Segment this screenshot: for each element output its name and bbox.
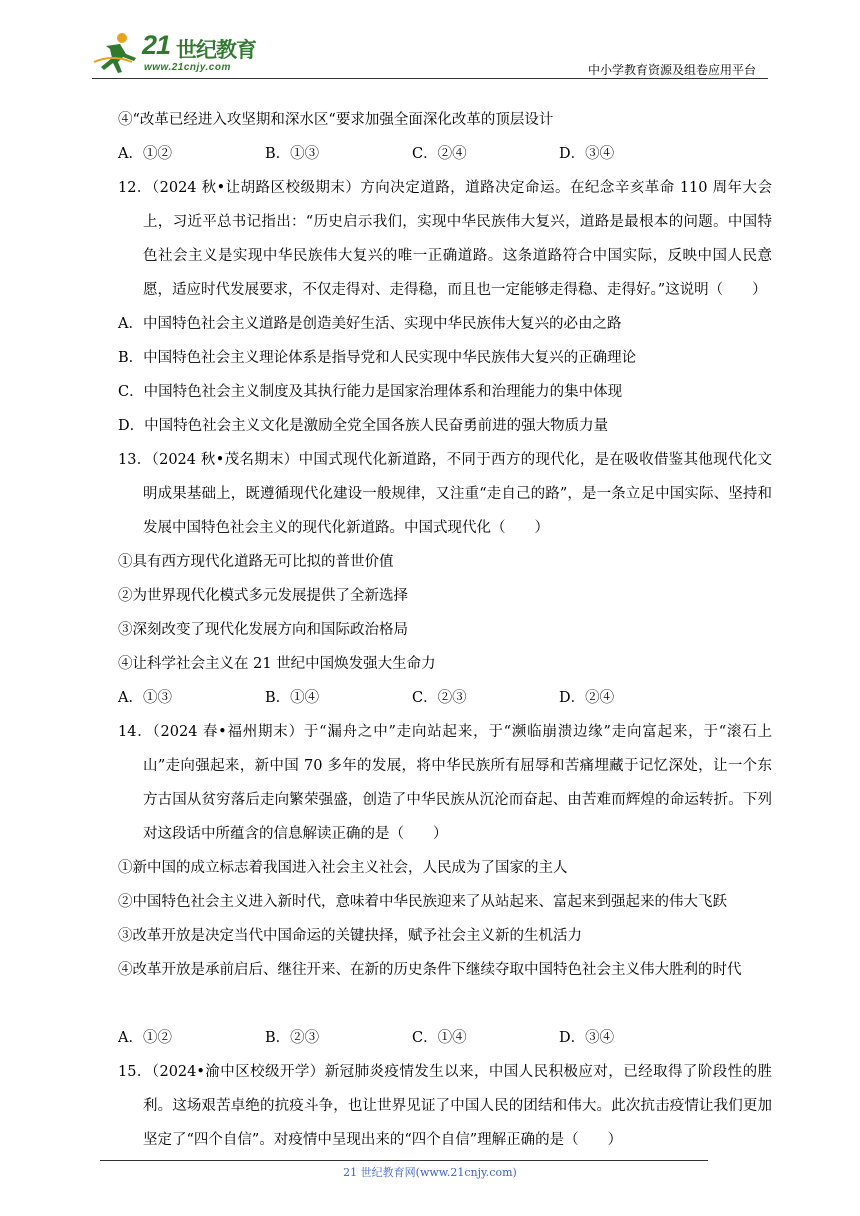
runner-logo-icon [92,32,142,74]
q14-item-4: ④改革开放是承前启后、继往开来、在新的历史条件下继续夺取中国特色社会主义伟大胜利的时代 [118,962,742,978]
platform-tagline: 中小学教育资源及组卷应用平台 [587,63,756,77]
logo-number: 21 [142,30,171,60]
option-c: C．①④ [412,1030,467,1046]
option-d: D．③④ [559,146,615,162]
option-d: D．②④ [559,690,615,706]
q14-item-2: ②中国特色社会主义进入新时代，意味着中华民族迎来了从站起来、富起来到强起来的伟大飞跃 [118,894,727,910]
q12-option-c: C．中国特色社会主义制度及其执行能力是国家治理体系和治理能力的集中体现 [118,384,623,400]
option-d: D．③④ [559,1030,615,1046]
q13-item-1: ①具有西方现代化道路无可比拟的普世价值 [118,554,394,570]
page-header [0,0,860,90]
site-logo [92,30,262,80]
q12-option-d: D．中国特色社会主义文化是激励全党全国各族人民奋勇前进的强大物质力量 [118,418,609,434]
q13-item-4: ④让科学社会主义在 21 世纪中国焕发强大生命力 [118,656,436,672]
q14-options [118,1021,772,1055]
q14-stem: 14．（2024 春•福州期末）于“漏舟之中”走向站起来，于“濒临崩溃边缘”走向富起来，于“滚石上山”走向强起来，新中国 70 多年的发展，将中华民族所有屈辱和苦痛埋藏于记忆深处，让一个东方古国从贫穷落后走向繁荣强盛，创造了中华民族从沉沦而奋起、由苦难而辉煌的命运转折。下列对这段话中所蕴含的信息解读正确的是（ ） [118,724,772,842]
option-c: C．②③ [412,690,467,706]
option-b: B．①④ [265,690,320,706]
q14-item-3: ③改革开放是决定当代中国命运的关键抉择，赋予社会主义新的生机活力 [118,928,582,944]
q13-stem: 13．（2024 秋•茂名期末）中国式现代化新道路，不同于西方的现代化，是在吸收借鉴其他现代化文明成果基础上，既遵循现代化建设一般规律，又注重“走自己的路”，是一条立足中国实际、坚持和发展中国特色社会主义的现代化新道路。中国式现代化（ ） [118,452,772,536]
option-a: A．①② [118,146,172,162]
footer-divider [100,1160,708,1161]
option-b: B．①③ [265,146,320,162]
q15-stem: 15．（2024•渝中区校级开学）新冠肺炎疫情发生以来，中国人民积极应对，已经取得了阶段性的胜利。这场艰苦卓绝的抗疫斗争，也让世界见证了中国人民的团结和伟大。此次抗击疫情让我们更加坚定了“四个自信”。对疫情中呈现出来的“四个自信”理解正确的是（ ） [118,1064,772,1148]
logo-title: 世纪教育 [176,38,256,62]
q12-option-a: A．中国特色社会主义道路是创造美好生活、实现中华民族伟大复兴的必由之路 [118,316,622,332]
q13-options [118,681,772,715]
option-a: A．①② [118,1030,172,1046]
option-c: C．②④ [412,146,467,162]
q11-options [118,137,772,171]
option-b: B．②③ [265,1030,320,1046]
document-body [118,103,772,1157]
option-a: A．①③ [118,690,172,706]
q13-item-3: ③深刻改变了现代化发展方向和国际政治格局 [118,622,408,638]
q12-stem: 12．（2024 秋•让胡路区校级期末）方向决定道路，道路决定命运。在纪念辛亥革命 110 周年大会上，习近平总书记指出：“历史启示我们，实现中华民族伟大复兴，道路是最根本的问题。中国特色社会主义是实现中华民族伟大复兴的唯一正确道路。这条道路符合中国实际，反映中国人民意愿，适应时代发展要求，不仅走得对、走得稳，而且也一定能够走得稳、走得好。”这说明（ ） [118,180,772,298]
q13-item-2: ②为世界现代化模式多元发展提供了全新选择 [118,588,408,604]
logo-url: www.21cnjy.com [144,62,231,73]
q11-item-4: ④“改革已经进入攻坚期和深水区“要求加强全面深化改革的顶层设计 [118,112,554,128]
q12-option-b: B．中国特色社会主义理论体系是指导党和人民实现中华民族伟大复兴的正确理论 [118,350,637,366]
header-divider [92,78,768,79]
page-footer: 21 世纪教育网(www.21cnjy.com) [343,1166,517,1179]
q14-item-1: ①新中国的成立标志着我国进入社会主义社会，人民成为了国家的主人 [118,860,568,876]
